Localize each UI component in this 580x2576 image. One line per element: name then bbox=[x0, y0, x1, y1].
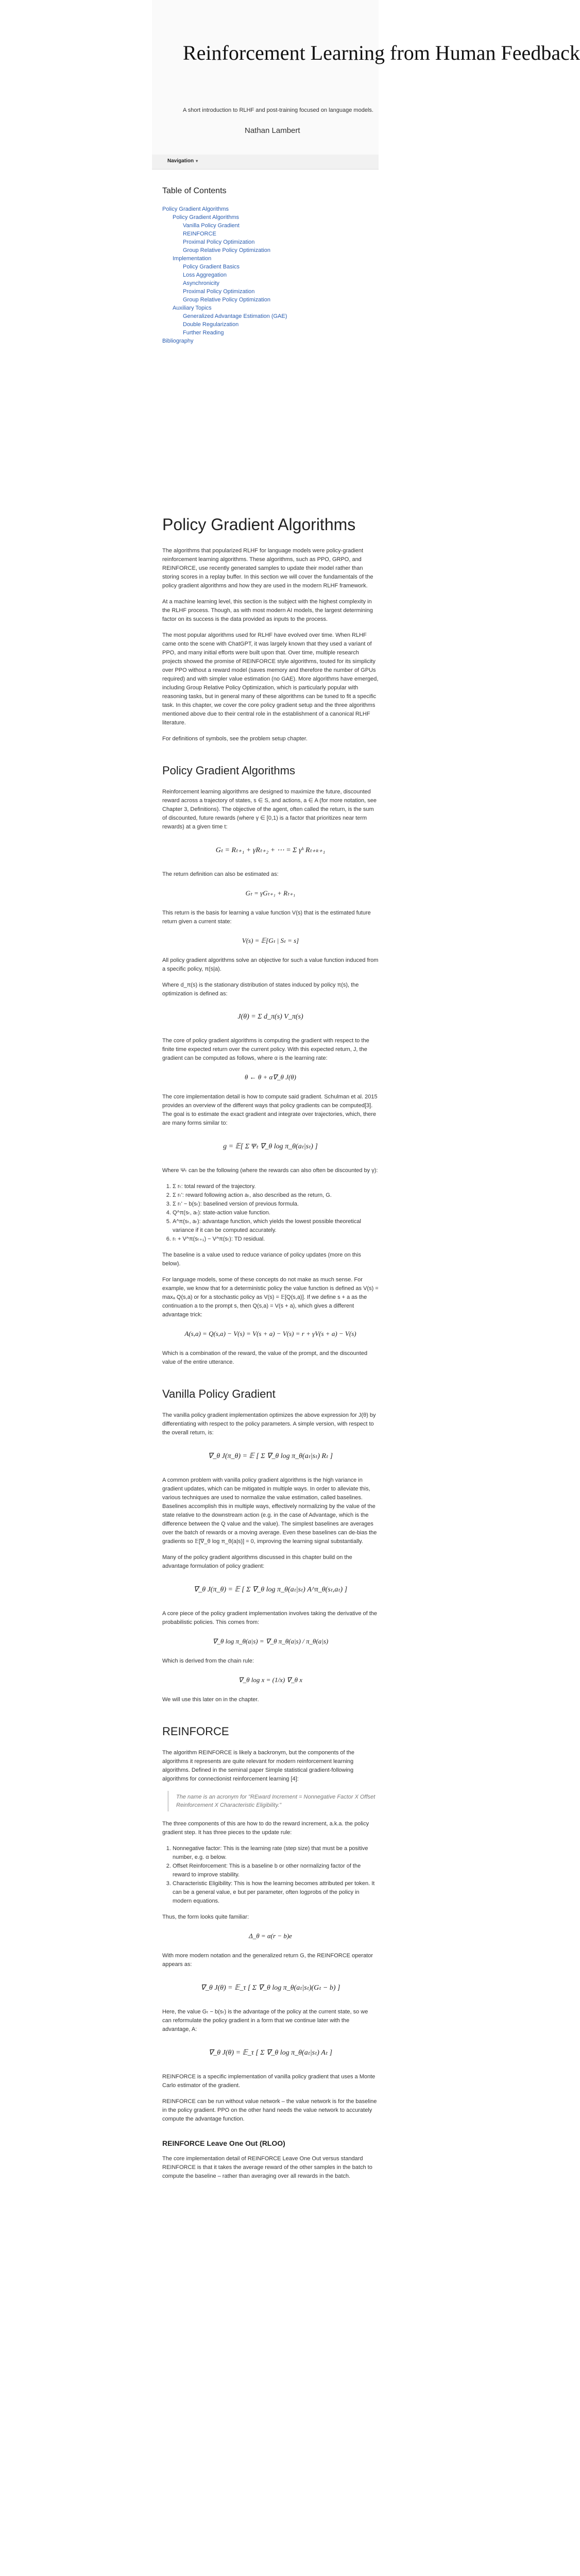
toc-link[interactable]: Proximal Policy Optimization bbox=[183, 289, 255, 295]
paragraph: The core implementation detail of REINFORCE Leave One Out versus standard REINFORCE is that it takes the average reward of the other samples in the batch to compute the baseline – rather than averaging over all rewards in the batch. bbox=[162, 2156, 372, 2179]
main-content bbox=[162, 515, 379, 2188]
toc-link[interactable]: Loss Aggregation bbox=[183, 272, 227, 278]
equation: ∇_θ log π_θ(a|s) = ∇_θ π_θ(a|s) / π_θ(a|s) bbox=[212, 1637, 329, 1645]
paragraph: REINFORCE can be run without value network – the value network is for the baseline in the policy gradient. PPO on the other hand needs the value network to accurately compute the advantage function. bbox=[162, 2098, 377, 2122]
paragraph: Where d_π(s) is the stationary distribution of states induced by policy π(s), the optimization is defined as: bbox=[162, 982, 359, 997]
page-column bbox=[152, 0, 580, 2179]
toc-link[interactable]: Further Reading bbox=[183, 330, 224, 336]
paragraph: Which is derived from the chain rule: bbox=[162, 1658, 254, 1664]
chapter-title: Policy Gradient Algorithms bbox=[162, 515, 356, 534]
reinforce-components-list bbox=[173, 1844, 379, 1906]
toc-link[interactable]: Policy Gradient Basics bbox=[183, 264, 240, 270]
section-heading: REINFORCE bbox=[162, 1725, 229, 1738]
paragraph: The three components of this are how to do the reward increment, a.k.a. the policy gradient step. It has three pieces to the update rule: bbox=[162, 1821, 369, 1836]
toc-link[interactable]: Generalized Advantage Estimation (GAE) bbox=[183, 313, 287, 319]
equation: g = 𝔼[ Σ Ψₜ ∇_θ log π_θ(aₜ|sₜ) ] bbox=[223, 1143, 318, 1150]
equation: Gₜ = Rₜ₊₁ + γRₜ₊₂ + ⋯ = Σ γᵏ Rₜ₊ₖ₊₁ bbox=[215, 846, 326, 854]
list-item: 3. Characteristic Eligibility: This is how the learning becomes attributed per token. It can be a general value, e but per parameter, often logprobs of the policy in modern equations. bbox=[173, 1879, 379, 1906]
site-header bbox=[152, 0, 580, 155]
paragraph: A core piece of the policy gradient implementation involves taking the derivative of the probabilistic policies. This comes from: bbox=[162, 1611, 378, 1625]
paragraph: Which is a combination of the reward, the value of the prompt, and the discounted value of the entire utterance. bbox=[162, 1350, 368, 1365]
toc-heading: Table of Contents bbox=[162, 187, 227, 195]
paragraph: We will use this later on in the chapter. bbox=[162, 1697, 259, 1703]
equation: ∇_θ J(π_θ) = 𝔼 [ Σ ∇_θ log π_θ(aₜ|sₜ) Rₜ ] bbox=[208, 1452, 333, 1460]
paragraph: The algorithms that popularized RLHF for language models were policy-gradient reinforcement learning algorithms. These algorithms, such as PPO, GRPO, and REINFORCE, use recently generated samples to update their model rather than storing scores in a replay buffer. In this section we will cover the fundamentals of the policy gradient algorithms and how they are used in the modern RLHF framework. bbox=[162, 548, 373, 589]
equation: θ ← θ + α∇_θ J(θ) bbox=[244, 1073, 296, 1081]
paragraph: The most popular algorithms used for RLHF have evolved over time. When RLHF came onto the scene with ChatGPT, it was largely known that they used a variant of PPO, and many initial efforts were built upon that. Over time, multiple research projects showed the promise of REINFORCE style algorithms, touted for its simplicity over PPO without a reward model (saves memory and therefore the number of GPUs required) and with simpler value estimation (no GAE). More algorithms have emerged, including Group Relative Policy Optimization, which is particularly popular with reasoning tasks, but in general many of these algorithms can be tuned to fit a specific task. In this chapter, we cover the core policy gradient setup and the three algorithms mentioned above due to their central role in the establishment of a canonical RLHF literature. bbox=[162, 632, 379, 726]
equation: Δ_θ = α(r − b)e bbox=[249, 1932, 292, 1940]
equation: V(s) = 𝔼[Gₜ | Sₜ = s] bbox=[242, 937, 299, 944]
toc-link[interactable]: Proximal Policy Optimization bbox=[183, 239, 255, 245]
toc-link[interactable]: Asynchronicity bbox=[183, 280, 219, 286]
equation: A(s,a) = Q(s,a) − V(s) = V(s + a) − V(s) = r + γV(s + a) − V(s) bbox=[184, 1330, 356, 1337]
paragraph: Thus, the form looks quite familiar: bbox=[162, 1914, 249, 1920]
site-subtitle: A short introduction to RLHF and post-training focused on language models. bbox=[183, 107, 373, 113]
paragraph: A common problem with vanilla policy gradient algorithms is the high variance in gradient updates, which can be mitigated in multiple ways. In order to alleviate this, various techniques are used to normalize the value estimation, called baselines. Baselines accomplish this in multiple ways, effectively normalizing by the value of the state relative to the downstream action (e.g. in the case of Advantage, which is the difference between the Q value and the value). The simplest baselines are averages over the batch of rewards or a moving average. Even these baselines can de-bias the gradients so 𝔼[∇_θ log π_θ(a|s)] = 0, improving the learning signal substantially. bbox=[162, 1477, 377, 1545]
toc-link[interactable]: Double Regularization bbox=[183, 321, 239, 328]
paragraph: All policy gradient algorithms solve an objective for such a value function induced from a specific policy, π(s|a). bbox=[162, 957, 379, 972]
list-item: 2. Σ rₜ': reward following action aₜ, also described as the return, G. bbox=[173, 1191, 379, 1200]
section-heading: Policy Gradient Algorithms bbox=[162, 764, 295, 777]
paragraph: For language models, some of these concepts do not make as much sense. For example, we know that for a deterministic policy the value function is defined as V(s) = maxₐ Q(s,a) or for a stochastic policy as V(s) = 𝔼[Q(s,a)]. If we define s + a as the continuation a to the prompt s, then Q(s,a) = V(s + a), which gives a different advantage trick: bbox=[162, 1277, 379, 1318]
paragraph: The baseline is a value used to reduce variance of policy updates (more on this below). bbox=[162, 1252, 361, 1267]
paragraph: This return is the basis for learning a value function V(s) that is the estimated future return given a current state: bbox=[162, 910, 371, 925]
list-item: 1. Σ rₜ: total reward of the trajectory. bbox=[173, 1182, 379, 1191]
toc-link[interactable]: Policy Gradient Algorithms bbox=[173, 214, 239, 221]
paragraph: Here, the value Gₜ − b(sₜ) is the advantage of the policy at the current state, so we can reformulate the policy gradient in a form that we continue later with the advantage, A: bbox=[162, 2009, 368, 2032]
equation: Gₜ = γGₜ₊₁ + Rₜ₊₁ bbox=[245, 889, 296, 897]
equation: ∇_θ J(θ) = 𝔼_τ [ Σ ∇_θ log π_θ(aₜ|sₜ) Aₜ ] bbox=[208, 2049, 333, 2057]
toc-link[interactable]: Group Relative Policy Optimization bbox=[183, 247, 270, 253]
section-heading: Vanilla Policy Gradient bbox=[162, 1387, 276, 1400]
paragraph: REINFORCE is a specific implementation of vanilla policy gradient that uses a Monte Carlo estimator of the gradient. bbox=[162, 2074, 376, 2089]
paragraph: With more modern notation and the generalized return G, the REINFORCE operator appears as: bbox=[162, 1953, 373, 1968]
blockquote: The name is an acronym for "REward Increment = Nonnegative Factor X Offset Reinforcement X Characteristic Eligibility." bbox=[167, 1791, 379, 1811]
equation: ∇_θ J(θ) = 𝔼_τ [ Σ ∇_θ log π_θ(aₜ|sₜ)(Gₜ − b) ] bbox=[200, 1984, 340, 1992]
equation: ∇_θ J(π_θ) = 𝔼 [ Σ ∇_θ log π_θ(aₜ|sₜ) A^π_θ(sₜ,aₜ) ] bbox=[193, 1586, 348, 1594]
navigation-bar bbox=[152, 155, 379, 170]
paragraph: The core implementation detail is how to compute said gradient. Schulman et al. 2015 provides an overview of the different ways that policy gradients can be computed[3]. The goal is to estimate the exact gradient and integrate over trajectories, which, there are many forms similar to: bbox=[162, 1094, 378, 1126]
toc-link[interactable]: Policy Gradient Algorithms bbox=[162, 206, 229, 212]
psi-options-list bbox=[173, 1182, 379, 1244]
paragraph: Reinforcement learning algorithms are designed to maximize the future, discounted reward across a trajectory of states, s ∈ S, and actions, a ∈ A (for more notation, see Chapter 3, Definitions). The objective of the agent, often called the return, is the sum of discounted, future rewards (where γ ∈ [0,1) is a factor that prioritizes near term rewards) at a given time t: bbox=[162, 789, 377, 830]
list-item: 2. Offset Reinforcement: This is a baseline b or other normalizing factor of the reward to improve stability. bbox=[173, 1862, 379, 1879]
list-item: 5. A^π(sₜ, aₜ): advantage function, which yields the lowest possible theoretical variance if it can be computed accurately. bbox=[173, 1217, 379, 1235]
toc-list bbox=[162, 205, 373, 345]
paragraph: At a machine learning level, this section is the subject with the highest complexity in the RLHF process. Though, as with most modern AI models, the largest determining factor on its success is the data provided as inputs to the process. bbox=[162, 599, 373, 622]
list-item: 3. Σ rₜ' − b(sₜ): baselined version of previous formula. bbox=[173, 1200, 379, 1209]
toc-link[interactable]: Group Relative Policy Optimization bbox=[183, 297, 270, 303]
site-title: Reinforcement Learning from Human Feedback bbox=[183, 41, 580, 64]
toc-link[interactable]: REINFORCE bbox=[183, 231, 216, 237]
list-item: 4. Q^π(sₜ, aₜ): state-action value function. bbox=[173, 1209, 379, 1217]
toc-link[interactable]: Vanilla Policy Gradient bbox=[183, 223, 240, 229]
list-item: 6. rₜ + V^π(sₜ₊₁) − V^π(sₜ): TD residual. bbox=[173, 1235, 379, 1244]
author-name: Nathan Lambert bbox=[245, 126, 300, 135]
navigation-label: Navigation bbox=[167, 158, 194, 164]
paragraph: The return definition can also be estimated as: bbox=[162, 871, 279, 877]
navigation-dropdown[interactable] bbox=[167, 158, 198, 164]
list-item: 1. Nonnegative factor: This is the learning rate (step size) that must be a positive number, e.g. α below. bbox=[173, 1844, 379, 1862]
equation: ∇_θ log x = (1/x) ∇_θ x bbox=[238, 1676, 303, 1684]
table-of-contents bbox=[162, 187, 373, 345]
toc-link[interactable]: Implementation bbox=[173, 256, 212, 262]
paragraph: The vanilla policy gradient implementation optimizes the above expression for J(θ) by differentiating with respect to the policy parameters. A simple version, with respect to the overall return, is: bbox=[162, 1412, 376, 1436]
paragraph: The core of policy gradient algorithms is computing the gradient with respect to the finite time expected return over the current policy. With this expected return, J, the gradient can be computed as follows, where α is the learning rate: bbox=[162, 1038, 369, 1061]
paragraph: Many of the policy gradient algorithms discussed in this chapter build on the advantage formulation of policy gradient: bbox=[162, 1554, 352, 1569]
toc-link[interactable]: Auxiliary Topics bbox=[173, 305, 212, 311]
equation: J(θ) = Σ d_π(s) V_π(s) bbox=[237, 1013, 303, 1021]
paragraph: For definitions of symbols, see the problem setup chapter. bbox=[162, 736, 308, 742]
paragraph: Where Ψₜ can be the following (where the rewards can also often be discounted by γ): bbox=[162, 1167, 378, 1174]
toc-link[interactable]: Bibliography bbox=[162, 338, 194, 344]
chevron-down-icon: ▾ bbox=[196, 159, 198, 163]
paragraph: The algorithm REINFORCE is likely a backronym, but the components of the algorithms it represents are quite relevant for modern reinforcement learning algorithms. Defined in the seminal paper Simple statistical gradient-following algorithms for connectionist reinforcement learning [4]: bbox=[162, 1750, 354, 1782]
subsection-heading: REINFORCE Leave One Out (RLOO) bbox=[162, 2139, 285, 2147]
